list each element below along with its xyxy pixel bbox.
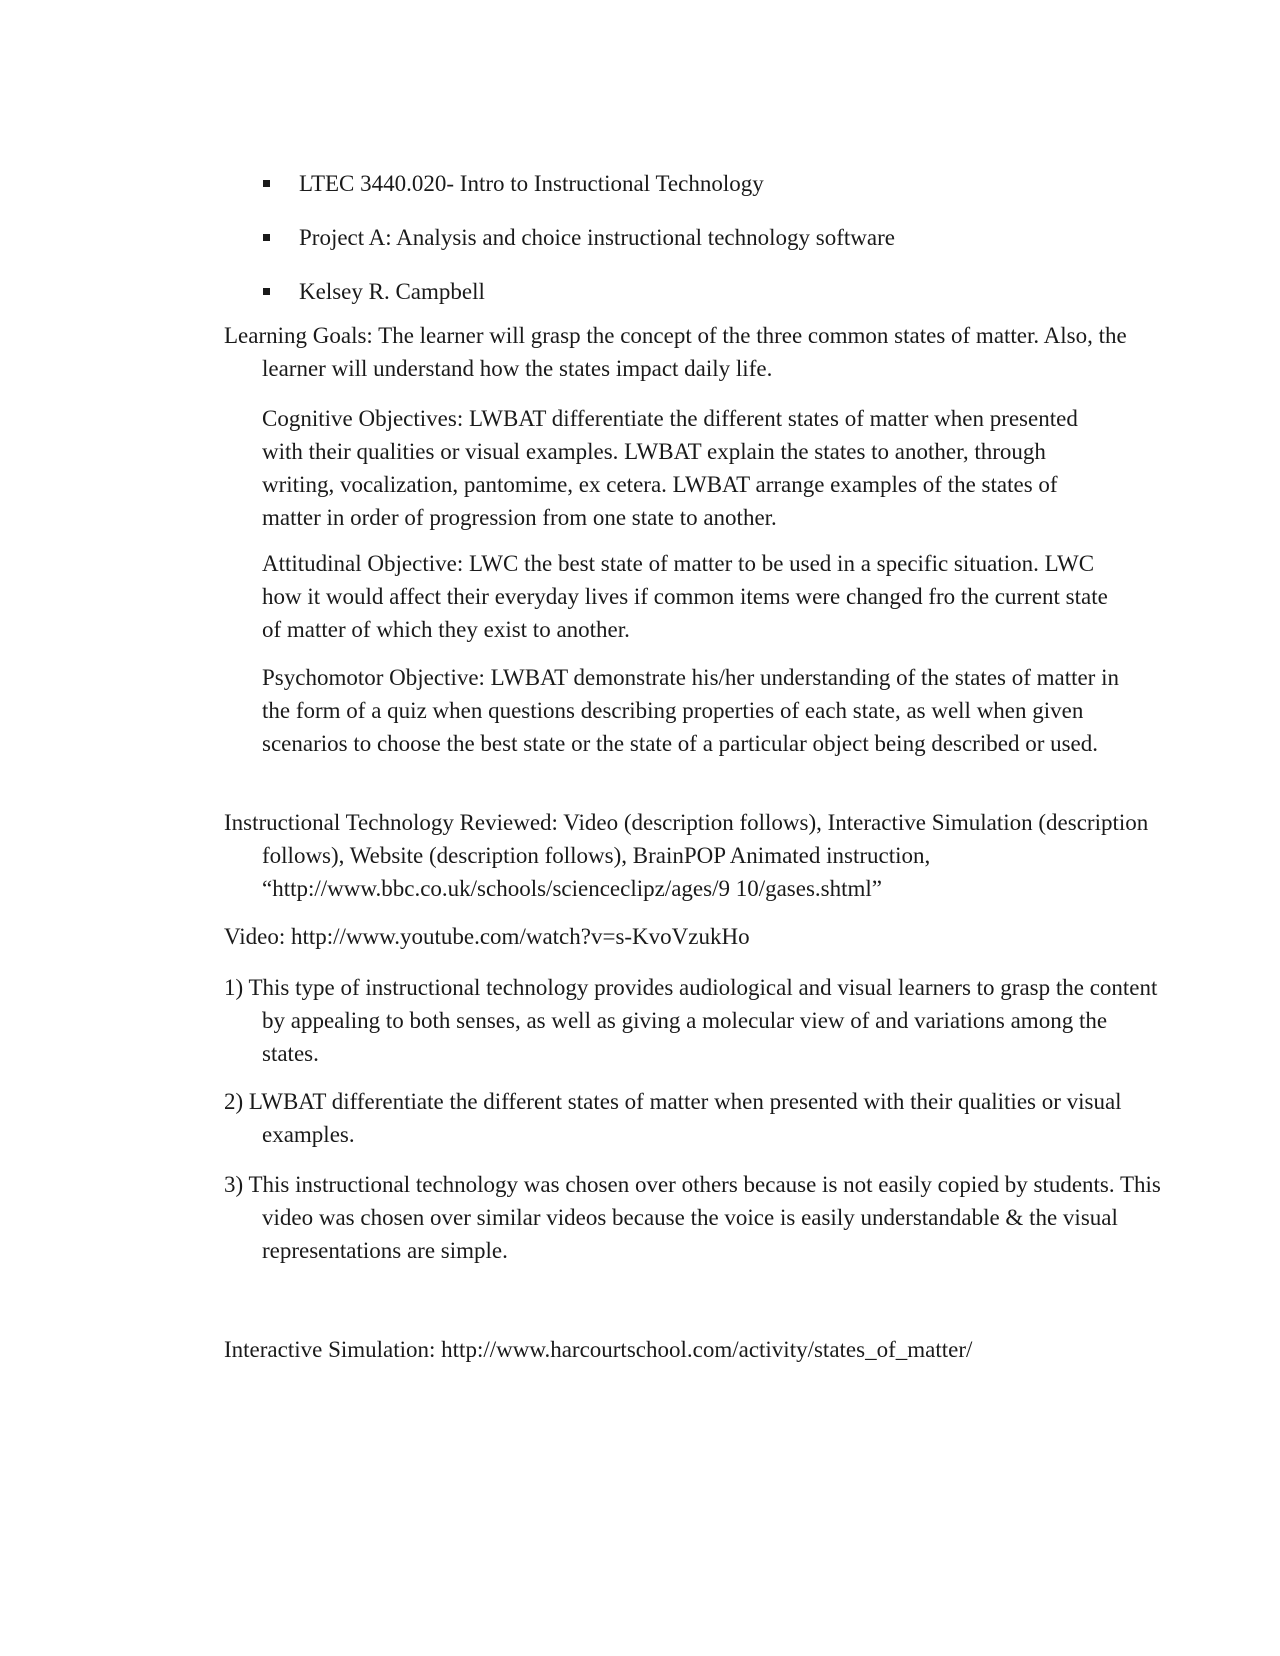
interactive-simulation-line: Interactive Simulation: http://www.harcourtschool.com/activity/states_of_matter/ (224, 1337, 973, 1362)
square-bullet-icon (263, 288, 270, 295)
bullet-author (261, 275, 1161, 308)
square-bullet-icon (263, 234, 270, 241)
tech-reviewed: Instructional Technology Reviewed: Video (description follows), Interactive Simulation (description follows), Website (description follows), BrainPOP Animated instruction, “http://www.bbc.co.uk/schools/scienceclipz/ages/9 10/gases.shtml” (224, 810, 1149, 901)
square-bullet-icon (263, 180, 270, 187)
numbered-item-2: 2) LWBAT differentiate the different states of matter when presented with their qualities or visual examples. (224, 1089, 1122, 1147)
cognitive-objectives: Cognitive Objectives: LWBAT differentiate the different states of matter when presented with their qualities or visual examples. LWBAT explain the states to another, through writing, vocalization, pantomime, ex cetera. LWBAT arrange examples of the states of matter in order of progression from one state to another. (262, 406, 1078, 530)
attitudinal-objective: Attitudinal Objective: LWC the best state of matter to be used in a specific situation. LWC how it would affect their everyday lives if common items were changed fro the current state of matter of which they exist to another. (262, 551, 1108, 642)
course-title: LTEC 3440.020- Intro to Instructional Technology (299, 171, 764, 196)
psychomotor-objective: Psychomotor Objective: LWBAT demonstrate his/her understanding of the states of matter in the form of a quiz when questions describing properties of each state, as well when given scenarios to choose the best state or the state of a particular object being described or used. (262, 665, 1119, 756)
bullet-course (261, 167, 1161, 200)
numbered-item-3: 3) This instructional technology was chosen over others because is not easily copied by students. This video was chosen over similar videos because the voice is easily understandable & the visual representations are simple. (224, 1172, 1161, 1263)
bullet-project (261, 221, 1161, 254)
project-title: Project A: Analysis and choice instructional technology software (299, 225, 895, 250)
numbered-item-1: 1) This type of instructional technology provides audiological and visual learners to grasp the content by appealing to both senses, as well as giving a molecular view of and variations among the states. (224, 975, 1158, 1066)
author-name: Kelsey R. Campbell (299, 279, 485, 304)
video-line: Video: http://www.youtube.com/watch?v=s-KvoVzukHo (224, 924, 750, 949)
learning-goals: Learning Goals: The learner will grasp the concept of the three common states of matter. Also, the learner will understand how the states impact daily life. (224, 323, 1127, 381)
header-bullet-list (261, 167, 1161, 329)
